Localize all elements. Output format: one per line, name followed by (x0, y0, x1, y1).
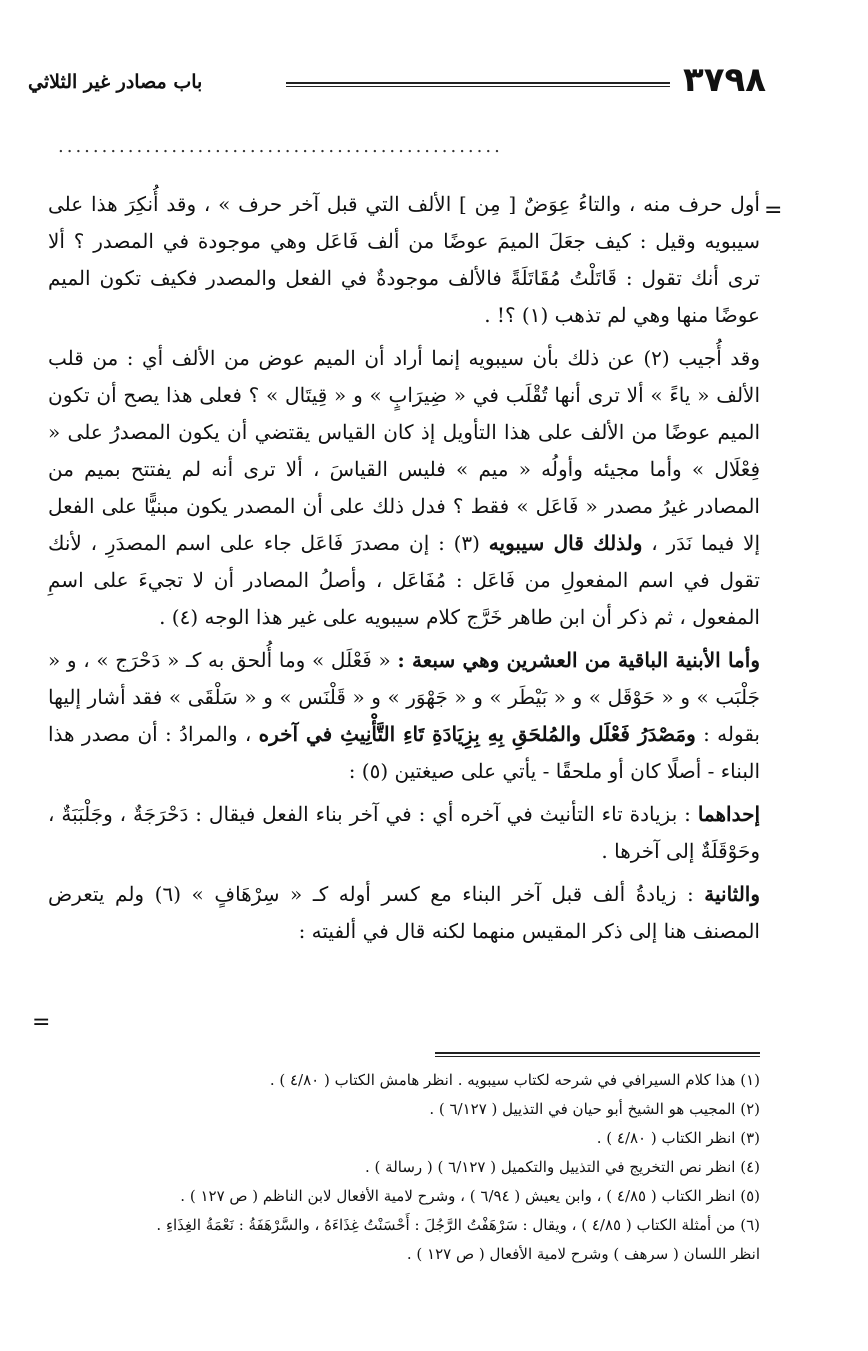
paragraph-5 (48, 876, 760, 950)
header-rule (286, 82, 670, 87)
main-text (48, 186, 760, 956)
paragraph-2-tail: (٣) : إن مصدرَ فَاعَل جاء على اسم المصدَرِ ، لأنك تقول في اسم المفعولِ من فَاعَل : مُفَاعَل ، وأصلُ المصادر أن لا تجيءَ على اسمِ المفعول ، ثم ذكر أن ابن طاهر خَرَّج كلام سيبويه على غير هذا الوجه (٤) . (48, 531, 760, 629)
paragraph-3-quote: ومَصْدَرُ فَعْلَل والمُلحَقِ بِهِ بِزِيَادَةِ تَاءِ التَّأْنِيثِ في آخره (258, 722, 696, 746)
chapter-title: باب مصادر غير الثلاثي (28, 71, 203, 93)
paragraph-3-text: « فَعْلَل » وما أُلحق به كـ « دَحْرَج » ، و « جَلْبَب » و « حَوْقَل » و « بَيْطَر » و « جَهْوَر » و « قَلْنَس » و « سَلْقَى » فقد أشار إليها بقوله : (48, 648, 760, 746)
paragraph-5-text: : زيادةُ ألف قبل آخر البناء مع كسر أوله كـ « سِرْهَافٍ » (٦) ولم يتعرض المصنف هنا إلى ذكر المقيس منهما لكنه قال في ألفيته : (48, 882, 760, 943)
footnote: (٢) المجيب هو الشيخ أبو حيان في التذييل ( ٦/١٢٧ ) . (429, 1100, 760, 1118)
paragraph-4-text: : بزيادة تاء التأنيث في آخره أي : في آخر بناء الفعل فيقال : دَحْرَجَةٌ ، وجَلْبَبَةٌ ، وحَوْقَلَةٌ إلى آخرها . (48, 802, 760, 863)
footnote-rule (435, 1052, 760, 1057)
paragraph-2-text: وقد أُجيب (٢) عن ذلك بأن سيبويه إنما أراد أن الميم عوض من الألف أي : من قلب الألف « ياءً » ألا ترى أنها تُقْلَب في « ضِيرَابٍ » و « قِيتَال » ؟ فعلى هذا يصح أن تكون الميم عوضًا من الألف على هذا التأويل إذ كان القياس يقتضي أن يكون المصدرُ على « فِعْلَال » وأما مجيئه وأولُه « ميم » فليس القياسَ ، ألا ترى أنه لم يفتتح بميم من المصادر غيرُ مصدر « فَاعَل » فقط ؟ فدل ذلك على أن المصدر يكون مبنيًّا على الفعل إلا فيما نَدَر ، (48, 346, 761, 555)
paragraph-1: أول حرف منه ، والتاءُ عِوَضٌ [ مِن ] الألف التي قبل آخر حرف » ، وقد أُنكِرَ هذا على سيبويه وقيل : كيف جعَلَ الميمَ عوضًا من ألف فَاعَل وهي موجودة في المصدر ؟ ألا ترى أنك تقول : قَاتَلْتُ مُقَاتَلَةً فالألف موجودةٌ في الفعل والمصدر فكيف تكون الميم عوضًا منها وهي لم تذهب (١) ؟! . (48, 192, 760, 327)
paragraph-2-emphasis: ولذلك قال سيبويه (488, 531, 643, 555)
paragraph-5-lead: والثانية (704, 882, 761, 906)
footnote: (٥) انظر الكتاب ( ٤/٨٥ ) ، وابن يعيش ( ٦/٩٤ ) ، وشرح لامية الأفعال لابن الناظم ( ص ١٢٧ ) . (180, 1187, 760, 1205)
footnotes (48, 1066, 760, 1269)
paragraph-4-lead: إحداهما (697, 802, 761, 826)
paragraph-3-tail: ، والمرادُ : أن مصدر هذا البناء - أصلًا كان أو ملحقًا - يأتي على صيغتين (٥) : (48, 722, 760, 783)
footnote: (٦) من أمثلة الكتاب ( ٤/٨٥ ) ، ويقال : سَرْهَفْتُ الرَّجُلَ : أَحْسَنْتُ غِذَاءَهُ ، والسَّرْهَفَةُ : نَعْمَةُ الغِذَاءِ . (156, 1216, 760, 1234)
page-number: ٣٧٩٨ (682, 60, 766, 100)
continuation-mark-top: = (764, 198, 783, 223)
paragraph-2 (48, 340, 760, 636)
footnote: (١) هذا كلام السيرافي في شرحه لكتاب سيبويه . انظر هامش الكتاب ( ٤/٨٠ ) . (269, 1071, 760, 1089)
footnote: (٣) انظر الكتاب ( ٤/٨٠ ) . (596, 1129, 760, 1147)
continuation-mark-bottom: = (32, 1010, 51, 1035)
paragraph-4 (48, 796, 760, 870)
footnote: (٤) انظر نص التخريج في التذييل والتكميل ( ٦/١٢٧ ) ( رسالة ) . (365, 1158, 760, 1176)
footnote: انظر اللسان ( سرهف ) وشرح لامية الأفعال ( ص ١٢٧ ) . (406, 1245, 760, 1263)
paragraph-3 (48, 642, 760, 790)
page-header (28, 60, 766, 104)
dotted-separator: ................................................... (58, 136, 503, 156)
paragraph-3-lead: وأما الأبنية الباقية من العشرين وهي سبعة : (397, 648, 760, 672)
